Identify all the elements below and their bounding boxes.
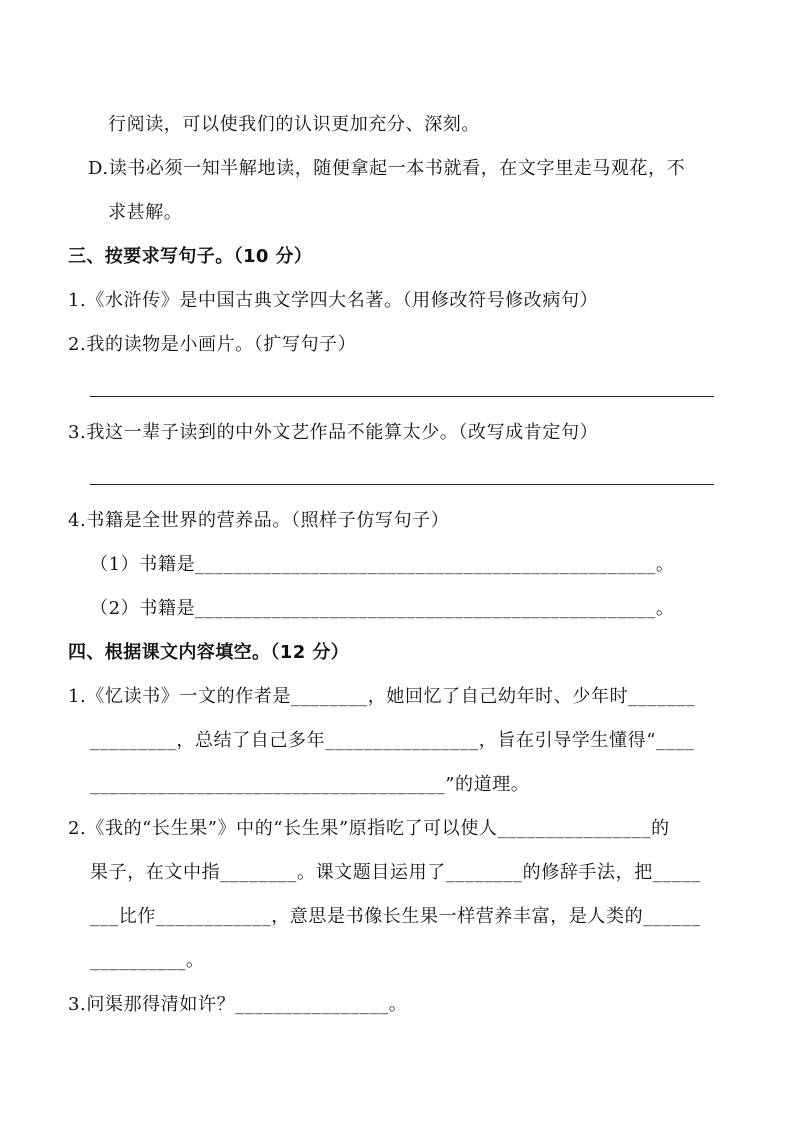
section-4-question-1-line-3[interactable]: _____________________________________”的道理。: [90, 774, 530, 795]
option-d-continuation: 求甚解。: [108, 202, 183, 223]
section-4-question-1-line-2[interactable]: _________，总结了自己多年________________，旨在引导学生懂得“____: [90, 730, 695, 751]
answer-line-q3[interactable]: [90, 484, 714, 485]
section-3-title: 三、按要求写句子。（10 分）: [68, 246, 313, 267]
section-4-title: 四、根据课文内容填空。（12 分）: [68, 642, 350, 663]
option-c-continuation: 行阅读，可以使我们的认识更加充分、深刻。: [108, 114, 480, 135]
answer-line-q2[interactable]: [90, 396, 714, 397]
section-4-question-2-line-1[interactable]: 2.《我的“长生果”》中的“长生果”原指吃了可以使人________________的: [68, 818, 670, 839]
section-3-question-4: 4.书籍是全世界的营养品。（照样子仿写句子）: [68, 510, 450, 531]
section-4-question-2-line-4[interactable]: __________。: [90, 950, 205, 971]
option-d: D.读书必须一知半解地读，随便拿起一本书就看，在文字里走马观花，不: [88, 158, 686, 179]
section-4-question-1-line-1[interactable]: 1.《忆读书》一文的作者是________，她回忆了自己幼年时、少年时_______: [68, 686, 696, 707]
section-3-question-1: 1.《水浒传》是中国古典文学四大名著。（用修改符号修改病句）: [68, 290, 599, 311]
section-3-question-4-item-2[interactable]: （2）书籍是________________________________________________。: [90, 598, 675, 619]
section-3-question-2: 2.我的读物是小画片。（扩写句子）: [68, 334, 357, 355]
section-4-question-3[interactable]: 3.问渠那得清如许？________________。: [68, 994, 408, 1015]
section-3-question-3: 3.我这一辈子读到的中外文艺作品不能算太少。（改写成肯定句）: [68, 422, 599, 443]
section-4-question-2-line-3[interactable]: ___比作____________，意思是书像长生果一样营养丰富，是人类的______: [90, 906, 701, 927]
section-4-question-2-line-2[interactable]: 果子，在文中指________。课文题目运用了________的修辞手法，把_____: [90, 862, 701, 883]
section-3-question-4-item-1[interactable]: （1）书籍是________________________________________________。: [90, 554, 675, 575]
